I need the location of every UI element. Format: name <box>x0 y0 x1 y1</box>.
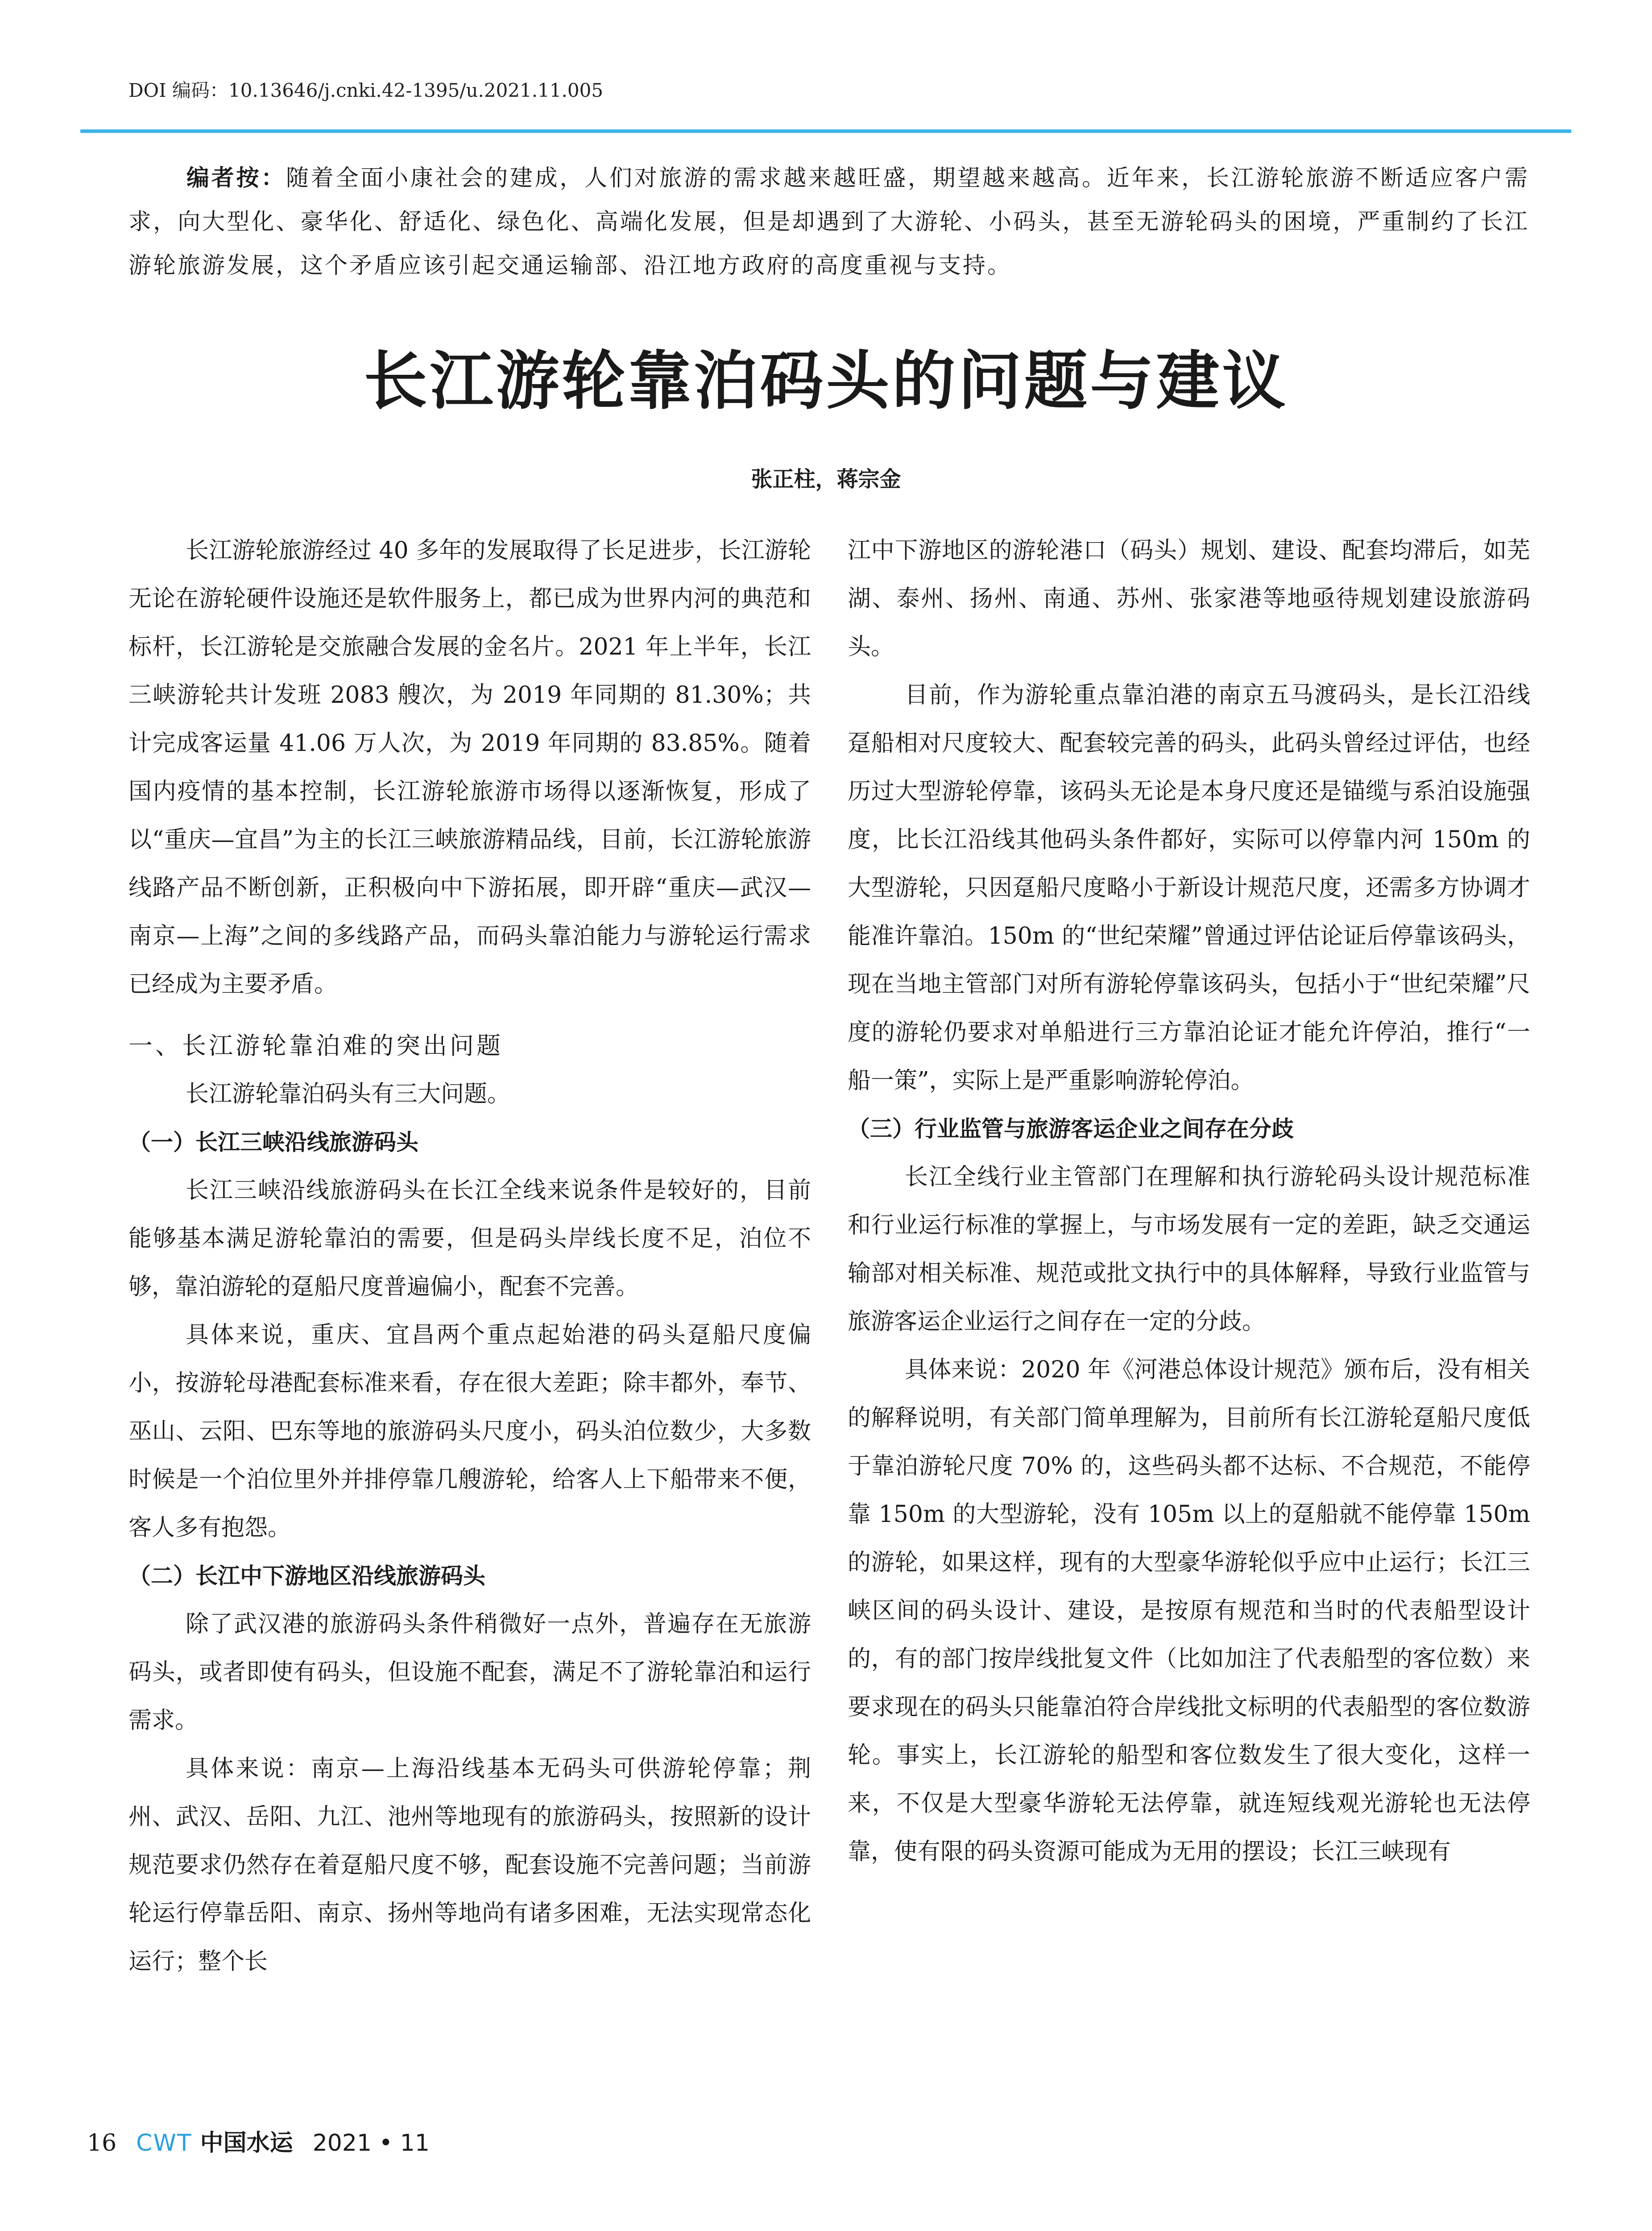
issue-number: 2021 • 11 <box>312 2130 430 2156</box>
right-column <box>848 527 1530 1876</box>
editor-note-label: 编者按： <box>186 165 286 191</box>
editor-note <box>128 156 1529 288</box>
subsection-heading: （二）长江中下游地区沿线旅游码头 <box>128 1563 485 1589</box>
page-footer <box>87 2124 430 2157</box>
subsection-heading: （一）长江三峡沿线旅游码头 <box>128 1129 418 1155</box>
article-authors: 张正柱，蒋宗金 <box>751 467 901 492</box>
paragraph: 具体来说：2020 年《河港总体设计规范》颁布后，没有相关的解释说明，有关部门简单理解为，目前所有长江游轮趸船尺度低于靠泊游轮尺度 70% 的，这些码头都不达标、不合规范，不能停靠 150m 的大型游轮，没有 105m 以上的趸船就不能停靠 150m 的游轮，如果这样，现有的大型豪华游轮似乎应中止运行；长江三峡区间的码头设计、建设，是按原有规范和当时的代表船型设计的，有的部门按岸线批复文件（比如加注了代表船型的客位数）来要求现在的码头只能靠泊符合岸线批文标明的代表船型的客位数游轮。事实上，长江游轮的船型和客位数发生了很大变化，这样一来，不仅是大型豪华游轮无法停靠，就连短线观光游轮也无法停靠，使有限的码头资源可能成为无用的摆设；长江三峡现有 <box>848 1356 1530 1865</box>
article-title: 长江游轮靠泊码头的问题与建议 <box>364 344 1288 418</box>
editor-note-text: 随着全面小康社会的建成，人们对旅游的需求越来越旺盛，期望越来越高。近年来，长江游轮旅游不断适应客户需求，向大型化、豪华化、舒适化、绿色化、高端化发展，但是却遇到了大游轮、小码头，甚至无游轮码头的困境，严重制约了长江游轮旅游发展，这个矛盾应该引起交通运输部、沿江地方政府的高度重视与支持。 <box>128 165 1529 279</box>
paragraph: 长江全线行业主管部门在理解和执行游轮码头设计规范标准和行业运行标准的掌握上，与市场发展有一定的差距，缺乏交通运输部对相关标准、规范或批文执行中的具体解释，导致行业监管与旅游客运企业运行之间存在一定的分歧。 <box>848 1164 1530 1335</box>
subsection-heading: （三）行业监管与旅游客运企业之间存在分歧 <box>848 1116 1294 1142</box>
cwt-logo: CWT <box>136 2130 192 2156</box>
paragraph: 具体来说，重庆、宜昌两个重点起始港的码头趸船尺度偏小，按游轮母港配套标准来看，存在很大差距；除丰都外，奉节、巫山、云阳、巴东等地的旅游码头尺度小，码头泊位数少，大多数时候是一个泊位里外并排停靠几艘游轮，给客人上下船带来不便，客人多有抱怨。 <box>128 1322 811 1541</box>
left-column <box>128 527 811 1986</box>
paragraph: 长江游轮旅游经过 40 多年的发展取得了长足进步，长江游轮无论在游轮硬件设施还是软件服务上，都已成为世界内河的典范和标杆，长江游轮是交旅融合发展的金名片。2021 年上半年，长江三峡游轮共计发班 2083 艘次，为 2019 年同期的 81.30%；共计完成客运量 41.06 万人次，为 2019 年同期的 83.85%。随着国内疫情的基本控制，长江游轮旅游市场得以逐渐恢复，形成了以“重庆—宜昌”为主的长江三峡旅游精品线，目前，长江游轮旅游线路产品不断创新，正积极向中下游拓展，即开辟“重庆—武汉—南京—上海”之间的多线路产品，而码头靠泊能力与游轮运行需求已经成为主要矛盾。 <box>128 537 811 998</box>
doi-line: DOI 编码：10.13646/j.cnki.42-1395/u.2021.11.005 <box>128 79 604 101</box>
paragraph: 长江游轮靠泊码头有三大问题。 <box>186 1081 511 1107</box>
paragraph: 目前，作为游轮重点靠泊港的南京五马渡码头，是长江沿线趸船相对尺度较大、配套较完善的码头，此码头曾经过评估，也经历过大型游轮停靠，该码头无论是本身尺度还是锚缆与系泊设施强度，比长江沿线其他码头条件都好，实际可以停靠内河 150m 的大型游轮，只因趸船尺度略小于新设计规范尺度，还需多方协调才能准许靠泊。150m 的“世纪荣耀”曾通过评估论证后停靠该码头，现在当地主管部门对所有游轮停靠该码头，包括小于“世纪荣耀”尺度的游轮仍要求对单船进行三方靠泊论证才能允许停泊，推行“一船一策”，实际上是严重影响游轮停泊。 <box>848 682 1530 1094</box>
header-rule <box>80 129 1571 133</box>
magazine-name: 中国水运 <box>200 2130 293 2156</box>
page-number: 16 <box>87 2130 117 2156</box>
section-heading: 一、长江游轮靠泊难的突出问题 <box>128 1032 503 1060</box>
paragraph: 具体来说：南京—上海沿线基本无码头可供游轮停靠；荆州、武汉、岳阳、九江、池州等地现有的旅游码头，按照新的设计规范要求仍然存在着趸船尺度不够，配套设施不完善问题；当前游轮运行停靠岳阳、南京、扬州等地尚有诸多困难，无法实现常态化运行；整个长 <box>128 1755 811 1975</box>
paragraph: 除了武汉港的旅游码头条件稍微好一点外，普遍存在无旅游码头，或者即使有码头，但设施不配套，满足不了游轮靠泊和运行需求。 <box>128 1611 811 1734</box>
paragraph: 长江三峡沿线旅游码头在长江全线来说条件是较好的，目前能够基本满足游轮靠泊的需要，但是码头岸线长度不足，泊位不够，靠泊游轮的趸船尺度普遍偏小，配套不完善。 <box>128 1177 811 1300</box>
paragraph: 江中下游地区的游轮港口（码头）规划、建设、配套均滞后，如芜湖、泰州、扬州、南通、苏州、张家港等地亟待规划建设旅游码头。 <box>848 537 1530 660</box>
